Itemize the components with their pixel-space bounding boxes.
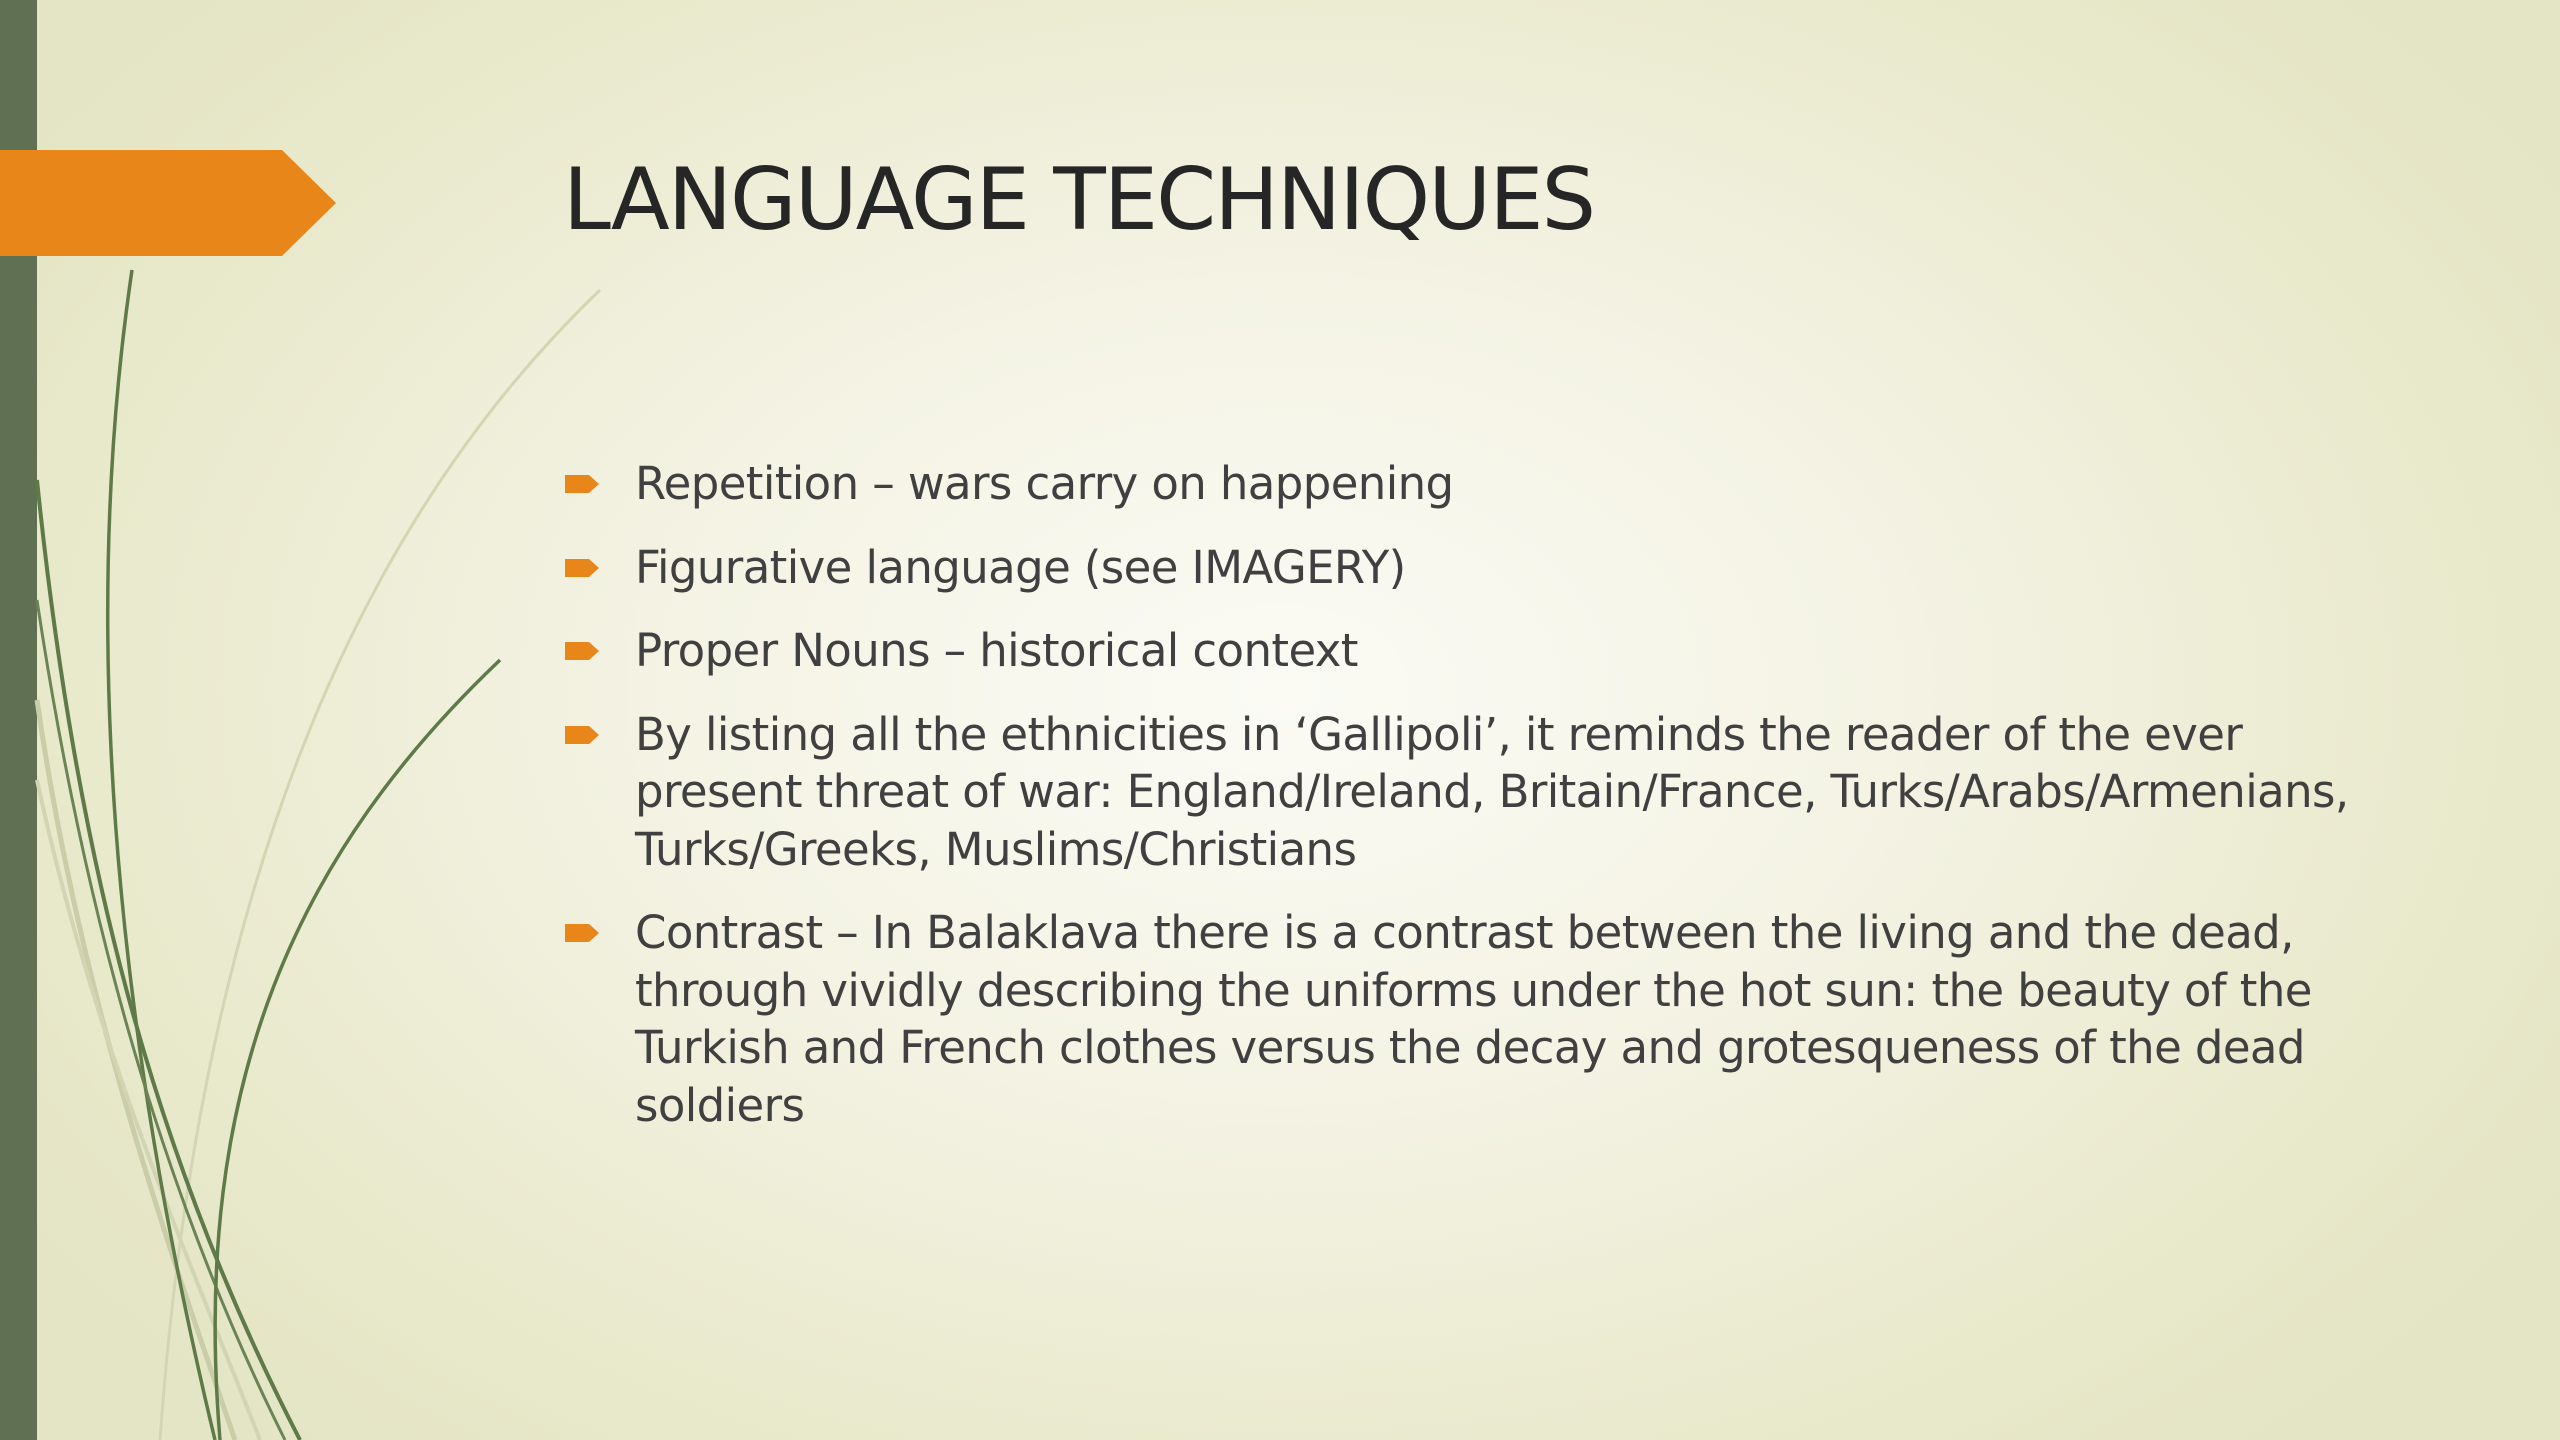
bullet-text: Contrast – In Balaklava there is a contrast between the living and the dead, through vividly describing the uniforms under the hot sun: the beauty of the Turkish and French clothes versus the decay and grotesqueness of the dead soldiers: [635, 906, 2312, 1132]
bullet-item: [563, 904, 2413, 1134]
bullet-text: Figurative language (see IMAGERY): [635, 540, 1406, 594]
bullet-item: [563, 455, 2413, 513]
arrow-bullet-icon: [565, 922, 601, 944]
bullet-text: By listing all the ethnicities in ‘Gallipoli’, it reminds the reader of the ever present threat of war: England/Ireland, Britain/France, Turks/Arabs/Armenians, Turks/Greeks, Muslims/Christians: [635, 707, 2349, 876]
bullet-item: [563, 706, 2413, 879]
arrow-bullet-icon: [565, 557, 601, 579]
bullet-item: [563, 539, 2413, 597]
slide-title: LANGUAGE TECHNIQUES: [563, 150, 1595, 250]
bullet-list: [563, 455, 2413, 1160]
arrow-bullet-icon: [565, 640, 601, 662]
bullet-text: Repetition – wars carry on happening: [635, 457, 1454, 510]
bullet-text: Proper Nouns – historical context: [635, 624, 1358, 677]
bullet-item: [563, 622, 2413, 680]
title-arrow-tab: [0, 150, 336, 256]
arrow-bullet-icon: [565, 473, 601, 495]
arrow-bullet-icon: [565, 724, 601, 746]
